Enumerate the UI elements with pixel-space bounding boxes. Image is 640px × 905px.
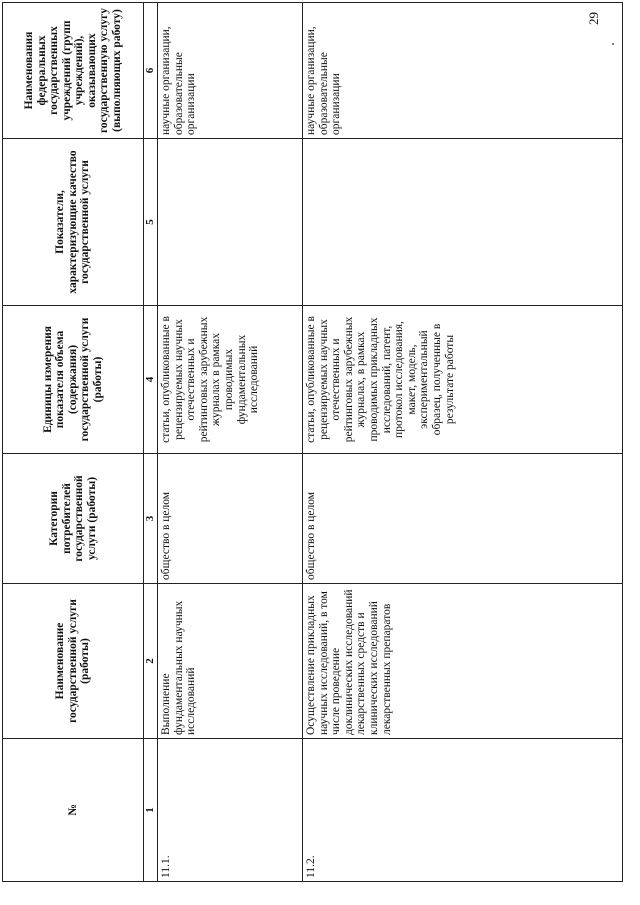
column-number: 2 [144, 584, 158, 739]
column-number: 4 [144, 306, 158, 454]
table-row [158, 3, 303, 882]
header-row [3, 3, 144, 882]
column-number: 1 [144, 739, 158, 882]
volume-units: статьи, опубликованные в рецензируемых научных отечественных и рейтинговых зарубежных журналах, в рамках проводимых прикладных исследований, патент, протокол исследования, макет, модель, экспериментальный образец, полученные в результате работы [303, 306, 623, 454]
quality-indicators [303, 139, 623, 306]
institutions: научные организации, образовательные организации [158, 3, 303, 139]
header-quality: Показатели, характеризующие качество государственной услуги [3, 139, 144, 306]
header-num: № [3, 739, 144, 882]
column-number: 3 [144, 454, 158, 584]
scan-artifact [612, 43, 614, 45]
row-number: 11.1. [158, 739, 303, 882]
consumer-category: общество в целом [158, 454, 303, 584]
header-service-name: Наименование государственной услуги (работы) [3, 584, 144, 739]
institutions: научные организации, образовательные организации [303, 3, 623, 139]
services-table [2, 2, 623, 882]
page-number: 29 [586, 12, 601, 25]
consumer-category: общество в целом [303, 454, 623, 584]
header-institutions: Наименования федеральных государственных учреждений (групп учреждений), оказывающих государственную услугу (выполняющих работу) [3, 3, 144, 139]
row-number: 11.2. [303, 739, 623, 882]
header-consumers: Категории потребителей государственной услуги (работы) [3, 454, 144, 584]
column-number: 5 [144, 139, 158, 306]
volume-units: статьи, опубликованные в рецензируемых научных отечественных и рейтинговых зарубежных журналах в рамках проводимых фундаментальных исследований [158, 306, 303, 454]
service-name: Осуществление прикладных научных исследований, в том числе проведение доклинических исследований лекарственных средств и клинических исследований лекарственных препаратов [303, 584, 623, 739]
service-name: Выполнение фундаментальных научных исследований [158, 584, 303, 739]
column-number-row [144, 3, 158, 882]
table-row [303, 3, 623, 882]
header-units: Единицы измерения показателя объема (содержания) государственной услуги (работы) [3, 306, 144, 454]
quality-indicators [158, 139, 303, 306]
column-number: 6 [144, 3, 158, 139]
